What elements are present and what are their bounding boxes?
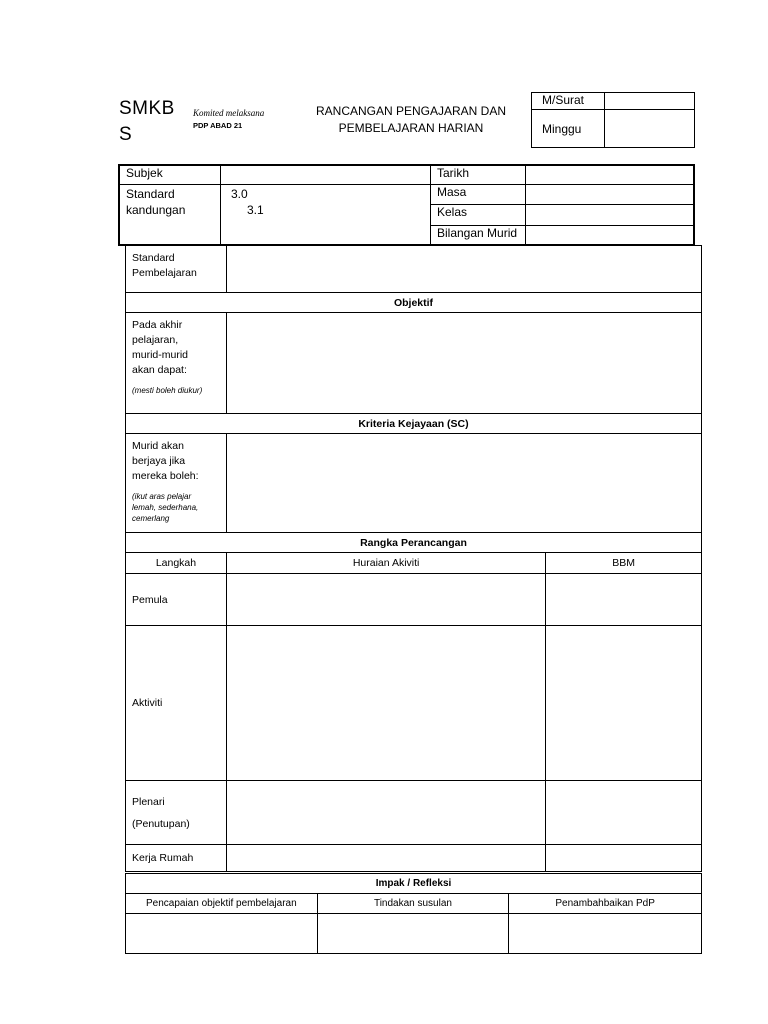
- impak-table: [125, 873, 702, 954]
- rangka-perancangan-heading: Rangka Perancangan: [126, 533, 702, 553]
- plan-table: [125, 245, 702, 872]
- objektif-label-line-2: pelajaran,: [132, 334, 179, 346]
- masa-label: Masa: [431, 184, 526, 204]
- sc-label-line-2: berjaya jika: [132, 455, 186, 467]
- standard-kandungan-value[interactable]: [221, 184, 431, 245]
- sc-label-line-3: mereka boleh:: [132, 470, 199, 482]
- step-aktiviti-bbm[interactable]: [546, 626, 702, 781]
- objektif-note: (mesti boleh diukur): [132, 386, 203, 395]
- sc-note-line-3: cemerlang: [132, 514, 170, 523]
- sk-label-line-2: kandungan: [126, 202, 186, 217]
- sk-value-1: 3.0: [231, 186, 248, 201]
- objektif-label: [126, 313, 227, 414]
- pencapaian-value[interactable]: [126, 914, 318, 954]
- step-plenari-label: [126, 781, 227, 845]
- info-table: [118, 164, 695, 246]
- tarikh-label: Tarikh: [431, 165, 526, 184]
- step-kerja-rumah-huraian[interactable]: [226, 845, 545, 872]
- col-huraian-akiviti: Huraian Akiviti: [226, 553, 545, 574]
- objektif-label-line-4: akan dapat:: [132, 364, 187, 376]
- kelas-value[interactable]: [526, 204, 695, 225]
- bilangan-label: Bilangan Murid: [431, 225, 526, 245]
- objektif-heading: Objektif: [126, 293, 702, 313]
- objektif-value[interactable]: [226, 313, 701, 414]
- kriteria-kejayaan-value[interactable]: [226, 434, 701, 533]
- sc-note-line-2: lemah, sederhana,: [132, 503, 199, 512]
- step-aktiviti-huraian[interactable]: [226, 626, 545, 781]
- surat-label: M/Surat: [532, 93, 605, 110]
- step-plenari-huraian[interactable]: [226, 781, 545, 845]
- col-pencapaian: Pencapaian objektif pembelajaran: [126, 894, 318, 914]
- col-langkah: Langkah: [126, 553, 227, 574]
- kriteria-kejayaan-label: [126, 434, 227, 533]
- kriteria-kejayaan-heading: Kriteria Kejayaan (SC): [126, 414, 702, 434]
- tarikh-value[interactable]: [526, 165, 695, 184]
- masa-value[interactable]: [526, 184, 695, 204]
- kelas-label: Kelas: [431, 204, 526, 225]
- sk-value-2: 3.1: [247, 202, 264, 217]
- logo-line-2: S: [119, 124, 133, 145]
- col-bbm: BBM: [546, 553, 702, 574]
- surat-value[interactable]: [605, 93, 695, 110]
- col-penambahbaikan: Penambahbaikan PdP: [509, 894, 702, 914]
- impak-heading: Impak / Refleksi: [126, 874, 702, 894]
- title-line-1: RANCANGAN PENGAJARAN DAN: [315, 104, 507, 118]
- subjek-label: Subjek: [119, 165, 221, 184]
- sk-label-line-1: Standard: [126, 186, 175, 201]
- step-kerja-rumah-bbm[interactable]: [546, 845, 702, 872]
- motto: Komited melaksana: [193, 108, 265, 118]
- objektif-label-line-1: Pada akhir: [132, 319, 183, 331]
- step-plenari-bbm[interactable]: [546, 781, 702, 845]
- tindakan-value[interactable]: [317, 914, 509, 954]
- subjek-value[interactable]: [221, 165, 431, 184]
- title-line-2: PEMBELAJARAN HARIAN: [338, 121, 484, 135]
- standard-pembelajaran-value[interactable]: [226, 246, 701, 293]
- sp-label-line-1: Standard: [132, 252, 175, 264]
- penambahbaikan-value[interactable]: [509, 914, 702, 954]
- minggu-label: Minggu: [532, 110, 605, 148]
- standard-kandungan-label: [119, 184, 221, 245]
- pdp-label: PDP ABAD 21: [193, 121, 243, 130]
- step-pemula-label: Pemula: [126, 574, 227, 626]
- step-pemula-huraian[interactable]: [226, 574, 545, 626]
- sp-label-line-2: Pembelajaran: [132, 267, 197, 279]
- plenari-label-line-1: Plenari: [132, 795, 165, 808]
- plenari-label-line-2: (Penutupan): [132, 817, 190, 830]
- minggu-value[interactable]: [605, 110, 695, 148]
- objektif-label-line-3: murid-murid: [132, 349, 189, 361]
- step-kerja-rumah-label: Kerja Rumah: [126, 845, 227, 872]
- school-logo-text: [119, 96, 175, 148]
- step-pemula-bbm[interactable]: [546, 574, 702, 626]
- meta-table: [531, 92, 695, 148]
- bilangan-value[interactable]: [526, 225, 695, 245]
- standard-pembelajaran-label: [126, 246, 227, 293]
- col-tindakan: Tindakan susulan: [317, 894, 509, 914]
- page-title: [300, 103, 522, 137]
- step-aktiviti-label: Aktiviti: [126, 626, 227, 781]
- sc-label-line-1: Murid akan: [132, 440, 184, 452]
- logo-line-1: SMKB: [119, 98, 175, 119]
- sc-note-line-1: (ikut aras pelajar: [132, 492, 192, 501]
